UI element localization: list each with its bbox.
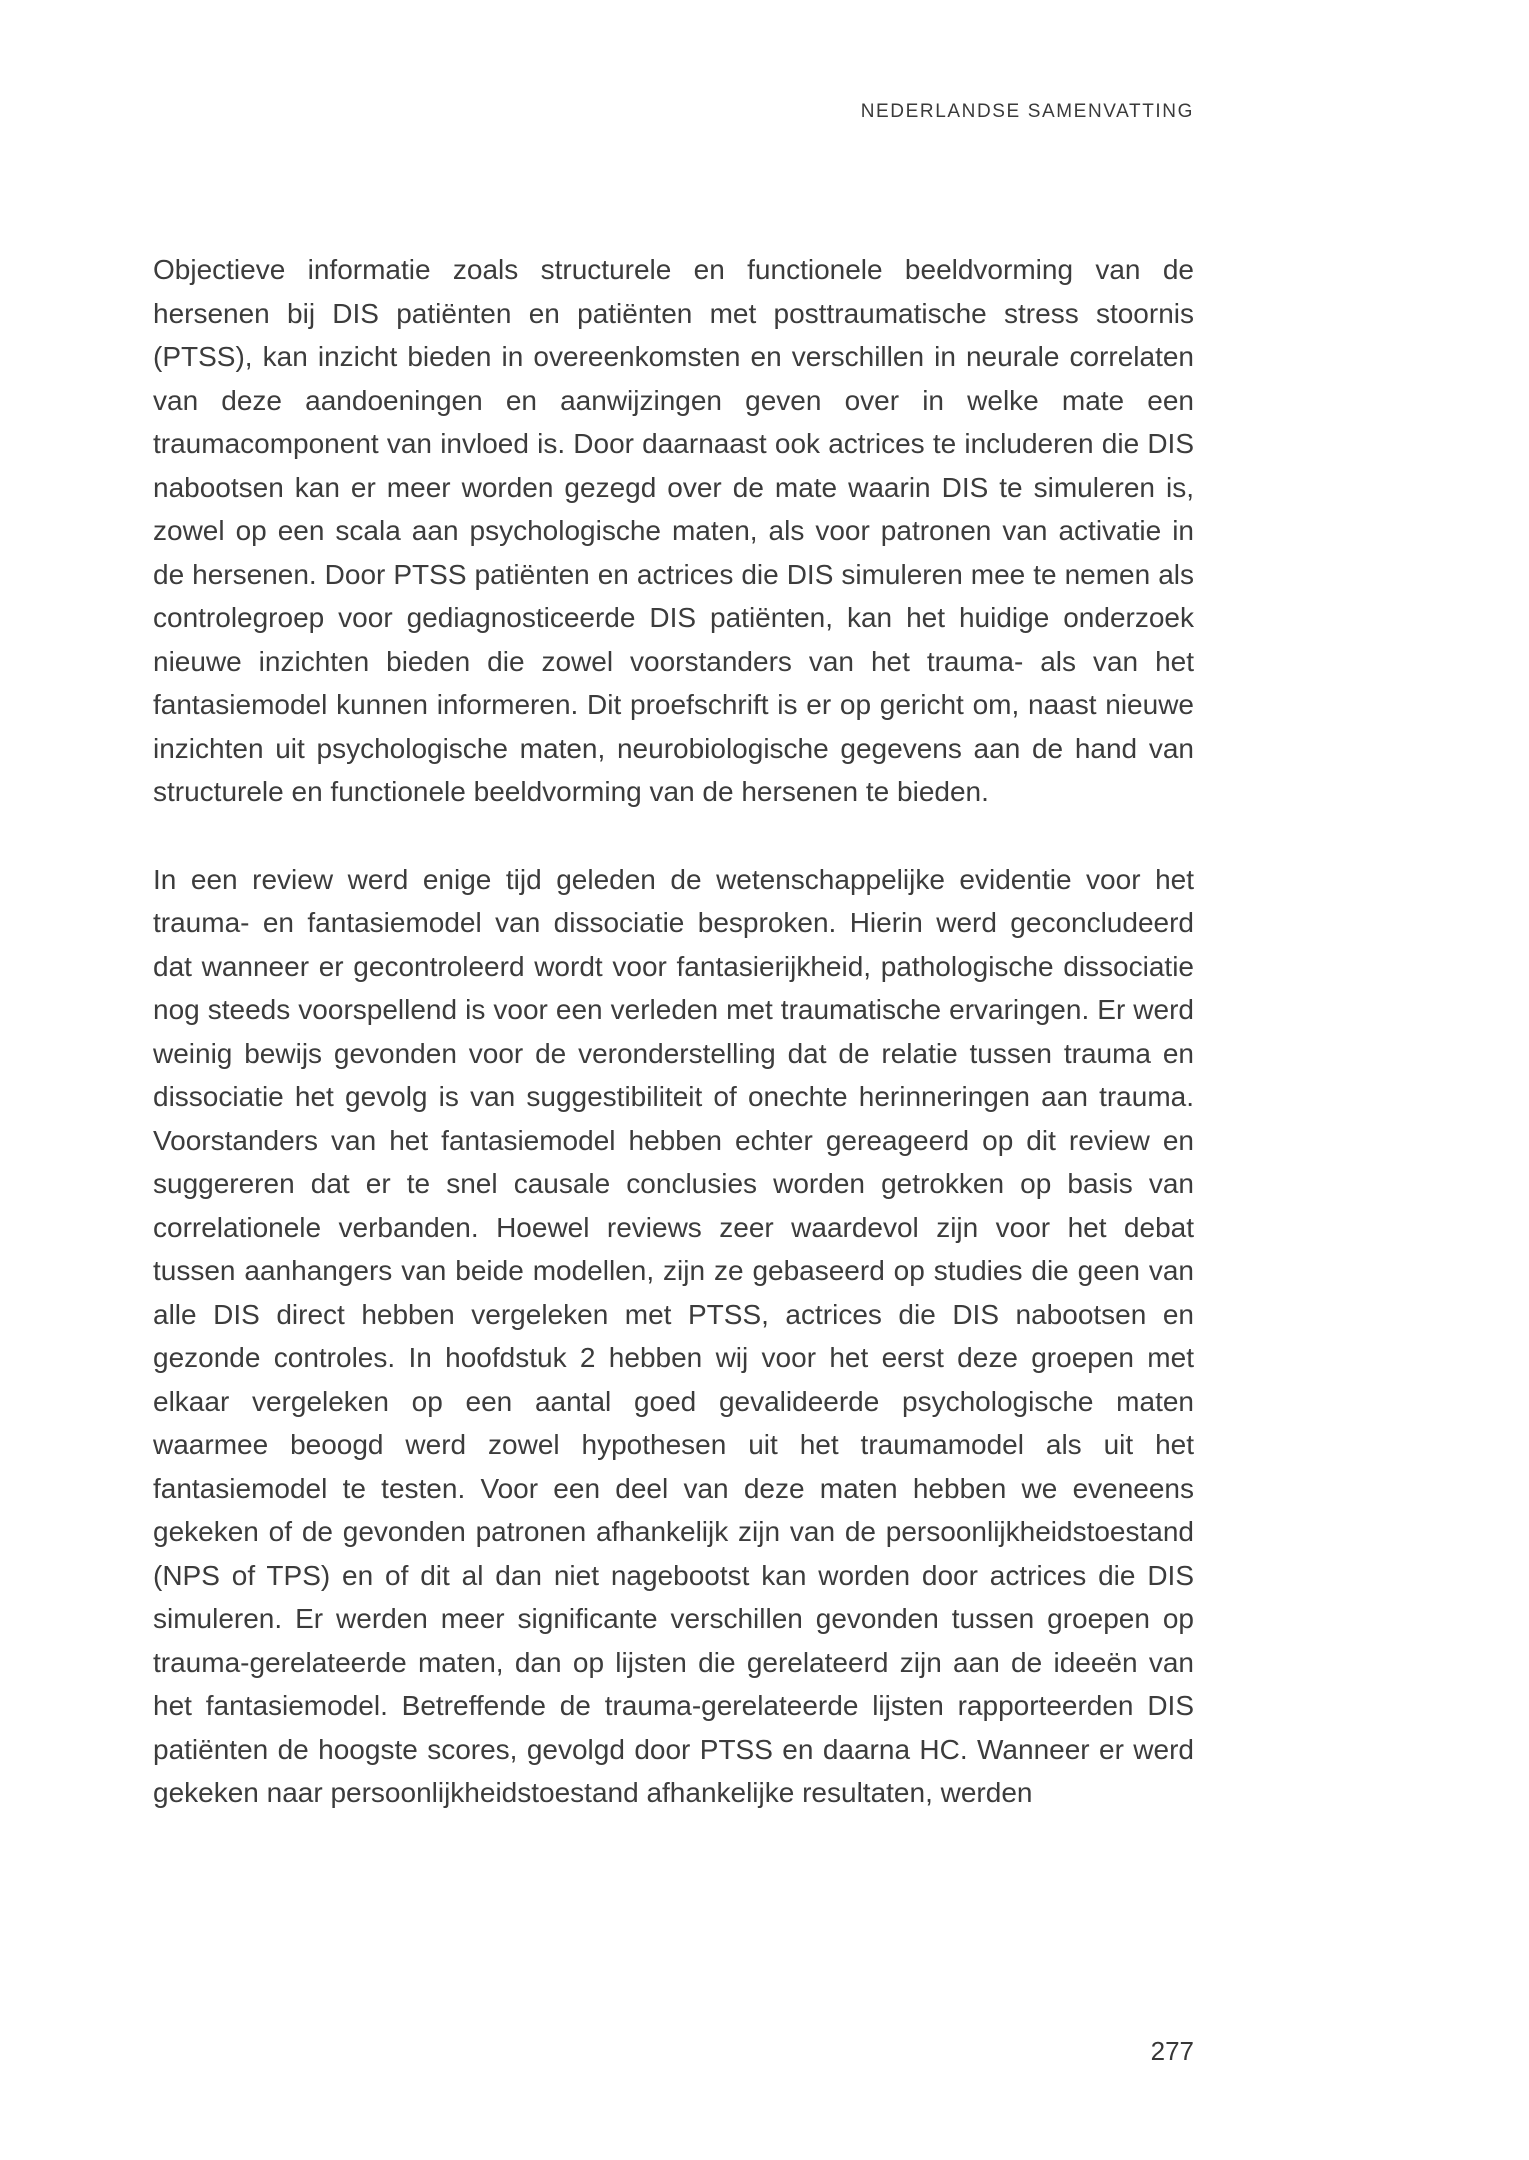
paragraph: Objectieve informatie zoals structurele en functionele beeldvorming van de hersenen bij DIS patiënten en patiënten met posttraumatische stress stoornis (PTSS), kan inzicht bieden in overeenkomsten en verschillen in neurale correlaten van deze aandoeningen en aanwijzingen geven over in welke mate een traumacomponent van invloed is. Door daarnaast ook actrices te includeren die DIS nabootsen kan er meer worden gezegd over de mate waarin DIS te simuleren is, zowel op een scala aan psychologische maten, als voor patronen van activatie in de hersenen. Door PTSS patiënten en actrices die DIS simuleren mee te nemen als controlegroep voor gediagnosticeerde DIS patiënten, kan het huidige onderzoek nieuwe inzichten bieden die zowel voorstanders van het trauma- als van het fantasiemodel kunnen informeren. Dit proefschrift is er op gericht om, naast nieuwe inzichten uit psychologische maten, neurobiologische gegevens aan de hand van structurele en functionele beeldvorming van de hersenen te bieden. xyxy=(153,254,1194,807)
paragraph: In een review werd enige tijd geleden de wetenschappelijke evidentie voor het trauma- en fantasiemodel van dissociatie besproken. Hierin werd geconcludeerd dat wanneer er gecontroleerd wordt voor fantasierijkheid, pathologische dissociatie nog steeds voorspellend is voor een verleden met traumatische ervaringen. Er werd weinig bewijs gevonden voor de veronderstelling dat de relatie tussen trauma en dissociatie het gevolg is van suggestibiliteit of onechte herinneringen aan trauma. Voorstanders van het fantasiemodel hebben echter gereageerd op dit review en suggereren dat er te snel causale conclusies worden getrokken op basis van correlationele verbanden. Hoewel reviews zeer waardevol zijn voor het debat tussen aanhangers van beide modellen, zijn ze gebaseerd op studies die geen van alle DIS direct hebben vergeleken met PTSS, actrices die DIS nabootsen en gezonde controles. In hoofdstuk 2 hebben wij voor het eerst deze groepen met elkaar vergeleken op een aantal goed gevalideerde psychologische maten waarmee beoogd werd zowel hypothesen uit het traumamodel als uit het fantasiemodel te testen. Voor een deel van deze maten hebben we eveneens gekeken of de gevonden patronen afhankelijk zijn van de persoonlijkheidstoestand (NPS of TPS) en of dit al dan niet nagebootst kan worden door actrices die DIS simuleren. Er werden meer significante verschillen gevonden tussen groepen op trauma-gerelateerde maten, dan op lijsten die gerelateerd zijn aan de ideeën van het fantasiemodel. Betreffende de trauma-gerelateerde lijsten rapporteerden DIS patiënten de hoogste scores, gevolgd door PTSS en daarna HC. Wanneer er werd gekeken naar persoonlijkheidstoestand afhankelijke resultaten, werden xyxy=(153,863,1194,1808)
running-header: NEDERLANDSE SAMENVATTING xyxy=(860,101,1194,122)
page-number: 277 xyxy=(1150,2036,1194,2066)
body-text xyxy=(153,248,1194,1859)
